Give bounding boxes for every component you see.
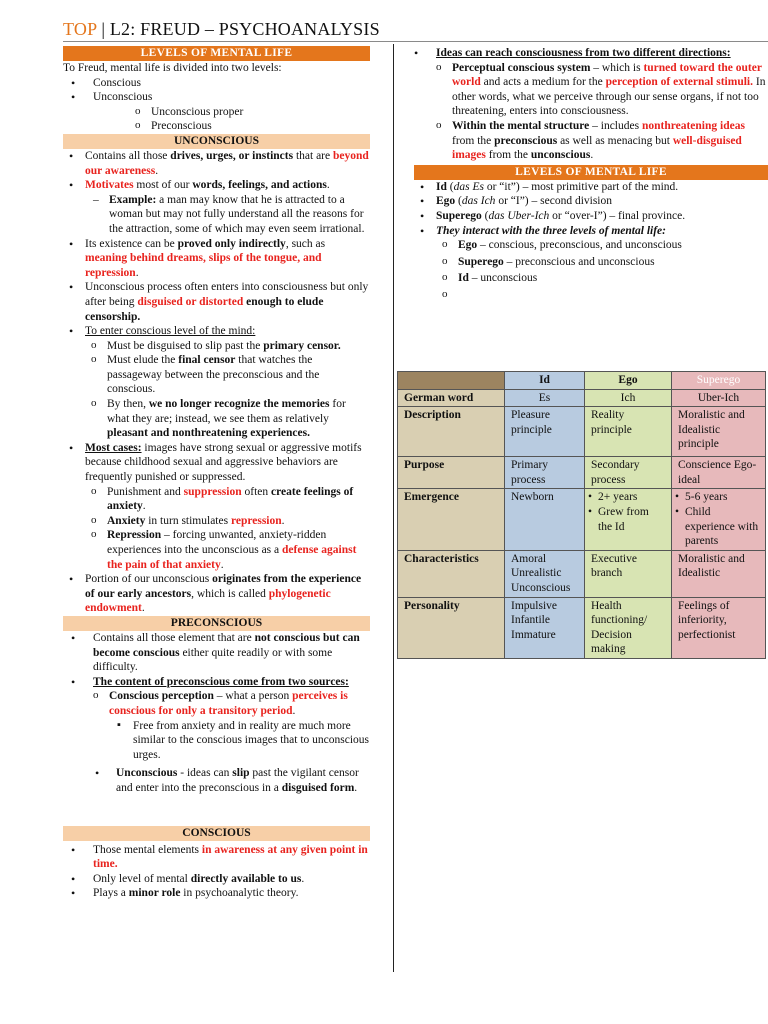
levels-list	[63, 76, 370, 134]
table-row	[398, 489, 766, 550]
column-divider	[393, 44, 394, 972]
table-cell: Conscience Ego-ideal	[672, 457, 766, 489]
table-cell: Secondary process	[585, 457, 672, 489]
table-cell: Purpose	[398, 457, 505, 489]
table-header-cell: Ego	[585, 372, 672, 390]
list-item: ▪ Free from anxiety and in reality are much more similar to the conscious images that to unconscious urges.	[113, 719, 370, 763]
list-item: o Perceptual conscious system – which is turned toward the outer world and acts a medium for the perception of external stimuli. In other words, what we perceive through our sense organs, if not too threatening, enters into consciousness.	[432, 61, 768, 119]
list-item: – Example: a man may know that he is attracted to a woman but may not fully understand all the reasons for the attraction, some of which may even seem irrational.	[89, 193, 370, 237]
structure-list	[414, 180, 768, 286]
list-item: o Superego – preconscious and unconscious	[438, 255, 768, 270]
list-item: • Child experience with parents	[675, 505, 759, 549]
list-item: • 2+ years	[588, 490, 665, 505]
list-item: o Id – unconscious	[438, 271, 768, 286]
table-row	[398, 457, 766, 489]
table-cell: Executive branch	[585, 550, 672, 597]
table-row	[398, 597, 766, 658]
levels-heading-left: LEVELS OF MENTAL LIFE	[63, 46, 370, 61]
list-item: o Unconscious proper	[131, 105, 370, 120]
table-cell: Characteristics	[398, 550, 505, 597]
table-cell: German word	[398, 389, 505, 407]
list-item: • They interact with the three levels of mental life: o Ego – conscious, preconscious, and unconscious o Superego – preconscious and unconscious o Id – unconscious	[414, 224, 768, 286]
table-cell: Feelings of inferiority, perfectionist	[672, 597, 766, 658]
list-item: o Must elude the final censor that watches the passageway between the preconscious and the conscious.	[87, 353, 370, 397]
list-item: o Ego – conscious, preconscious, and unconscious	[438, 238, 768, 253]
table-cell	[672, 489, 766, 550]
levels-heading-right: LEVELS OF MENTAL LIFE	[414, 165, 768, 180]
list-item: o Within the mental structure – includes nonthreatening ideas from the preconscious as well as menacing but well-disguised images from the unconscious.	[432, 119, 768, 163]
directions-list	[406, 46, 768, 163]
table-header-cell	[398, 372, 505, 390]
list-item: • Contains all those drives, urges, or instincts that are beyond our awareness.	[63, 149, 370, 178]
table-cell	[585, 489, 672, 550]
table-cell: Personality	[398, 597, 505, 658]
right-column	[414, 46, 768, 288]
table-cell: Uber-Ich	[672, 389, 766, 407]
list-item: • Only level of mental directly available to us.	[63, 872, 370, 887]
table-cell: Health functioning/ Decision making	[585, 597, 672, 658]
top-link[interactable]: TOP	[63, 19, 97, 39]
list-item: • Motivates most of our words, feelings, and actions. – Example: a man may know that he is attracted to a woman but may not fully understand all the reasons for the attraction, some of which may even seem irrational.	[63, 178, 370, 236]
list-item: o Anxiety in turn stimulates repression.	[87, 514, 370, 529]
list-item: • Id (das Es or “it”) – most primitive part of the mind.	[414, 180, 768, 195]
table-cell: Description	[398, 407, 505, 457]
table-row	[398, 407, 766, 457]
table-cell: Emergence	[398, 489, 505, 550]
list-item: • Grew from the Id	[588, 505, 665, 534]
list-item: • Most cases: images have strong sexual or aggressive motifs because childhood sexual and aggressive behaviors are frequently punished or suppressed. o Punishment and suppression often create feelings of anxiety. o Anxiety in turn stimulates repression. o Repression – forcing unwanted, anxiety-ridden experiences into the unconscious as a defense against the pain of that anxiety.	[63, 441, 370, 572]
table-cell: Newborn	[505, 489, 585, 550]
left-column	[63, 46, 370, 901]
conscious-heading: CONSCIOUS	[63, 826, 370, 841]
list-item: o Repression – forcing unwanted, anxiety-ridden experiences into the unconscious as a defense against the pain of that anxiety.	[87, 528, 370, 572]
table-cell: Amoral Unrealistic Unconscious	[505, 550, 585, 597]
list-item: • Conscious	[63, 76, 370, 91]
table-row	[398, 389, 766, 407]
list-item: • Portion of our unconscious originates from the experience of our early ancestors, which is called phylogenetic endowment.	[63, 572, 370, 616]
table-cell: Primary process	[505, 457, 585, 489]
list-item: • Unconscious o Unconscious proper o Preconscious	[63, 90, 370, 134]
list-item: • Superego (das Uber-Ich or “over-I”) – final province.	[414, 209, 768, 224]
list-item: • Ego (das Ich or “I”) – second division	[414, 194, 768, 209]
list-item: • To enter conscious level of the mind: o Must be disguised to slip past the primary censor. o Must elude the final censor that watches the passageway between the preconscious and the conscious. o By then, we no longer recognize the memories for what they are; instead, we see them as relatively pleasant and nonthreatening experiences.	[63, 324, 370, 441]
levels-intro: To Freud, mental life is divided into two levels:	[63, 62, 282, 74]
structure-table	[397, 371, 765, 659]
list-item: • Plays a minor role in psychoanalytic theory.	[63, 886, 370, 901]
list-item: o Punishment and suppression often create feelings of anxiety.	[87, 485, 370, 514]
table-row	[398, 550, 766, 597]
title-separator: |	[96, 19, 110, 39]
unconscious-list	[63, 149, 370, 616]
list-item: • The content of preconscious come from two sources: o Conscious perception – what a person perceives is conscious for only a transitory period. ▪ Free from anxiety and in reality are much more similar to the conscious images that to unconscious urges. • Unconscious - ideas can slip past the vigilant censor and enter into the preconscious in a disguised form.	[63, 675, 370, 796]
title-text: L2: FREUD – PSYCHOANALYSIS	[109, 19, 380, 39]
list-item: o Must be disguised to slip past the primary censor.	[87, 339, 370, 354]
list-item: o By then, we no longer recognize the memories for what they are; instead, we see them as relatively pleasant and nonthreatening experiences.	[87, 397, 370, 441]
list-item: • Unconscious process often enters into consciousness but only after being disguised or distorted enough to elude censorship.	[63, 280, 370, 324]
table-header-cell: Superego	[672, 372, 766, 390]
table-cell: Es	[505, 389, 585, 407]
title-rule	[63, 41, 768, 42]
table-cell: Moralistic and Idealistic principle	[672, 407, 766, 457]
table-cell: Reality principle	[585, 407, 672, 457]
list-item: o Conscious perception – what a person perceives is conscious for only a transitory period. ▪ Free from anxiety and in reality are much more similar to the conscious images that to unconscious urges.	[89, 689, 370, 762]
list-item: o Preconscious	[131, 119, 370, 134]
table-cell: Impulsive Infantile Immature	[505, 597, 585, 658]
table-header-row	[398, 372, 766, 390]
preconscious-heading: PRECONSCIOUS	[63, 616, 370, 631]
preconscious-list	[63, 631, 370, 796]
unconscious-heading: UNCONSCIOUS	[63, 134, 370, 149]
table-header-cell: Id	[505, 372, 585, 390]
table-cell: Ich	[585, 389, 672, 407]
list-item: • Those mental elements in awareness at any given point in time.	[63, 843, 370, 872]
list-item: • 5-6 years	[675, 490, 759, 505]
page-title	[63, 18, 380, 40]
list-item: • Ideas can reach consciousness from two different directions: o Perceptual conscious system – which is turned toward the outer world and acts a medium for the perception of external stimuli. In other words, what we perceive through our sense organs, if not too threatening, enters into consciousness. o Within the mental structure – includes nonthreatening ideas from the preconscious as well as menacing but well-disguised images from the unconscious.	[406, 46, 768, 163]
list-item: • Its existence can be proved only indirectly, such as meaning behind dreams, slips of the tongue, and repression.	[63, 237, 370, 281]
conscious-list	[63, 843, 370, 901]
table-cell: Moralistic and Idealistic	[672, 550, 766, 597]
table-cell: Pleasure principle	[505, 407, 585, 457]
list-item: • Contains all those element that are not conscious but can become conscious either quite readily or with some difficulty.	[63, 631, 370, 675]
list-item: • Unconscious - ideas can slip past the vigilant censor and enter into the preconscious in a disguised form.	[89, 766, 370, 795]
